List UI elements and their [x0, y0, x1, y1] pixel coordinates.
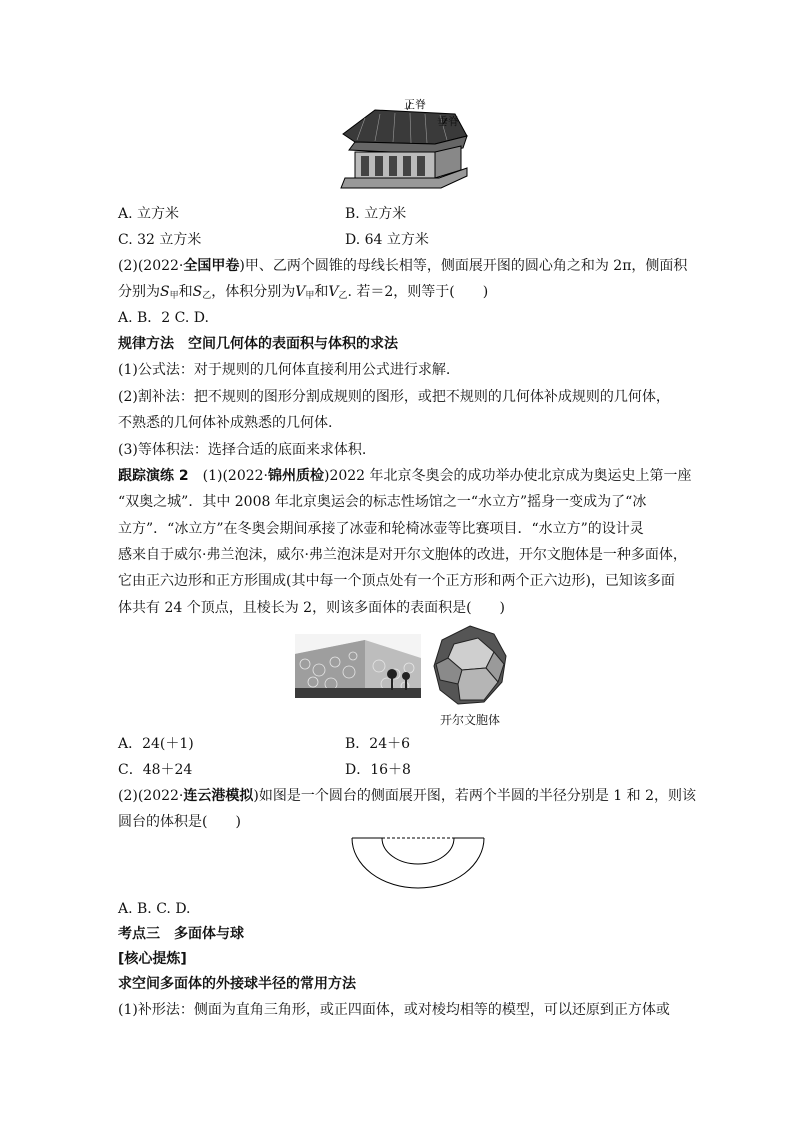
q1-option-a: A. 立方米 [118, 206, 180, 222]
q2-stem-part1: (2)(2022· [118, 258, 184, 274]
q2-sub-yi2: 乙 [338, 291, 348, 301]
q2-stem-line1 [118, 256, 687, 276]
q3-line2: 圆台的体积是( ) [118, 814, 241, 830]
q2-text: 分别为 [118, 284, 160, 300]
q2-stem-line2 [118, 282, 488, 306]
practice-option-c: C．48＋24 [118, 762, 193, 778]
q3-options: A. B. C. D. [118, 901, 191, 917]
main-ridge-label: 正脊 [404, 98, 426, 111]
q2-symbol-s2: S [192, 284, 203, 300]
q2-sub-yi: 乙 [202, 291, 212, 301]
water-cube-photo [295, 634, 421, 698]
q3-stem-a: (2)(2022· [118, 788, 184, 804]
q3-stem-b: )如图是一个圆台的侧面展开图，若两个半圆的半径分别是 1 和 2，则该 [253, 788, 697, 804]
q2-sub-jia2: 甲 [305, 291, 315, 301]
practice-source: 锦州质检 [268, 468, 324, 484]
q2-text-he2: 和 [314, 284, 329, 300]
method-item1: (1)公式法：对于规则的几何体直接利用公式进行求解. [118, 362, 451, 378]
method-item2b: 不熟悉的几何体补成熟悉的几何体. [118, 415, 333, 431]
practice-line1 [118, 466, 692, 486]
q1-option-d: D. 64 立方米 [345, 232, 429, 248]
practice-option-d: D．16＋8 [345, 762, 411, 778]
method-item2a: (2)割补法：把不规则的图形分割成规则的图形，或把不规则的几何体补成规则的几何体， [118, 389, 670, 405]
q2-stem-part2: )甲、乙两个圆锥的母线长相等，侧面展开图的圆心角之和为 2π，侧面积 [239, 258, 688, 274]
practice-stem-a: (1)(2022· [202, 468, 268, 484]
q2-text-b: ，体积分别为 [211, 284, 296, 300]
section3-item1: (1)补形法：侧面为直角三角形，或正四面体，或对棱均相等的模型，可以还原到正方体或 [118, 1002, 670, 1018]
q2-symbol-s: S [160, 284, 170, 300]
practice-label: 跟踪演练 2 [118, 468, 189, 484]
q2-options: A. B．2 C. D. [118, 310, 209, 326]
vertical-ridge-label: 垂脊 [437, 115, 459, 128]
q1-option-c: C. 32 立方米 [118, 232, 202, 248]
kelvin-cell-figure [432, 624, 508, 708]
q2-symbol-v: V [295, 284, 306, 300]
practice-line6: 体共有 24 个顶点，且棱长为 2，则该多面体的表面积是( ) [118, 600, 505, 616]
practice-stem-b: )2022 年北京冬奥会的成功举办使北京成为奥运史上第一座 [324, 468, 692, 484]
section3-tag: [核心提炼] [118, 951, 187, 967]
q2-text-c: . 若＝2，则等于( ) [347, 284, 489, 300]
section3-heading: 求空间多面体的外接球半径的常用方法 [118, 976, 356, 992]
method-item3: (3)等体积法：选择合适的底面来求体积. [118, 442, 367, 458]
q3-source: 连云港模拟 [183, 788, 254, 804]
practice-line2: “双奥之城”．其中 2008 年北京奥运会的标志性场馆之一“水立方”摇身一变成为了“冰 [118, 494, 647, 510]
kelvin-cell-caption: 开尔文胞体 [440, 713, 501, 727]
q2-text-he: 和 [178, 284, 193, 300]
practice-line3: 立方”．“冰立方”在冬奥会期间承接了冰壶和轮椅冰壶等比赛项目．“水立方”的设计灵 [118, 521, 644, 537]
q1-option-b: B. 立方米 [345, 206, 407, 222]
practice-option-a: A．24(＋1) [118, 736, 194, 752]
q2-source: 全国甲卷 [183, 258, 240, 274]
q3-line1 [118, 786, 696, 806]
practice-line4: 感来自于威尔·弗兰泡沫，威尔·弗兰泡沫是对开尔文胞体的改进，开尔文胞体是一种多面体， [118, 547, 687, 563]
practice-option-b: B．24＋6 [345, 736, 411, 752]
frustum-development-figure [348, 834, 488, 890]
practice-line5: 它由正六边形和正方形围成(其中每一个顶点处有一个正方形和两个正六边形)，已知该多面 [118, 573, 675, 589]
q2-symbol-v2: V [328, 284, 339, 300]
q2-sub-jia: 甲 [169, 291, 179, 301]
section3-title: 考点三 多面体与球 [118, 926, 244, 942]
method-title: 规律方法 空间几何体的表面积与体积的求法 [118, 336, 398, 352]
